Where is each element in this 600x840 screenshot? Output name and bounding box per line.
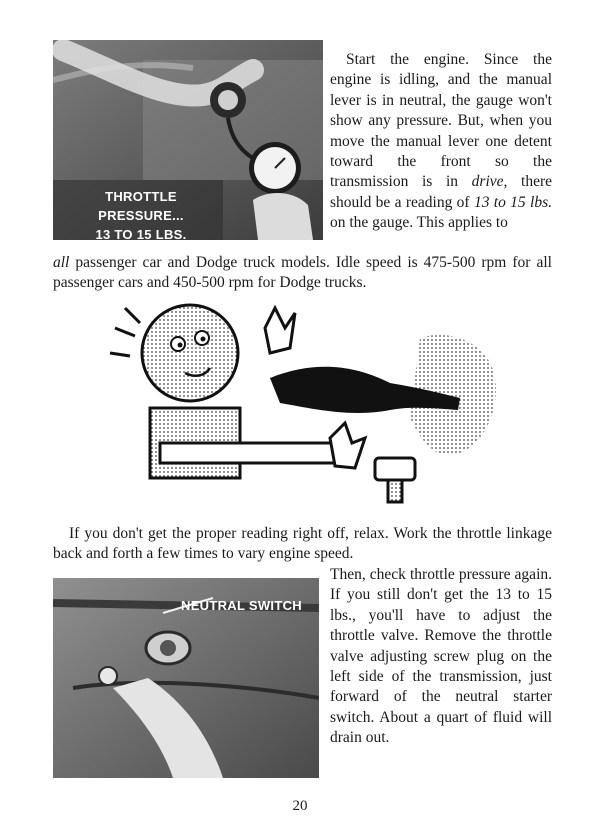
para1-text-2: there should be a reading of	[330, 173, 552, 211]
paragraph-1-wrapped	[330, 50, 552, 234]
para1-reading: 13 to 15 lbs.	[473, 193, 552, 211]
para1-text-1: Start the engine. Since the engine is idling, and the manual lever is in neutral, the gauge won't show any pressure. But, when you move the manual lever one detent toward the front so the transmission is in	[330, 51, 552, 191]
throttle-pressure-caption	[71, 187, 211, 240]
para1-drive: drive,	[471, 173, 508, 191]
character-arm	[160, 443, 340, 463]
neutral-switch-photo	[53, 578, 319, 778]
character-hand	[265, 308, 295, 353]
caption-line-2: 13 TO 15 LBS.	[95, 227, 187, 240]
paragraph-2-continued: Then, check throttle pressure again. If you still don't get the 13 to 15 lbs., you'll have to adjust the throttle valve. Remove the throttle valve adjusting screw plug on the left side of the transmission, just forward of the neutral starter switch. About a quart of fluid will drain out.	[330, 566, 552, 747]
throttle-pressure-photo	[53, 40, 323, 240]
cartoon-illustration	[90, 298, 510, 508]
para1-text-3: on the gauge. This applies to	[330, 214, 508, 232]
paragraph-1-continued	[53, 253, 552, 294]
character-head	[142, 305, 238, 401]
para1-text-4: passenger car and Dodge truck models. Idle speed is 475-500 rpm for all passenger cars and 450-500 rpm for Dodge trucks.	[53, 254, 552, 292]
caption-line-1: THROTTLE PRESSURE...	[98, 189, 184, 223]
para1-all: all	[53, 254, 70, 271]
paragraph-2: If you don't get the proper reading right off, relax. Work the throttle linkage back and forth a few times to vary engine speed.	[53, 525, 552, 563]
drain-plug-icon	[375, 458, 415, 502]
page-number: 20	[292, 798, 308, 814]
neutral-switch-caption: NEUTRAL SWITCH	[181, 598, 302, 613]
